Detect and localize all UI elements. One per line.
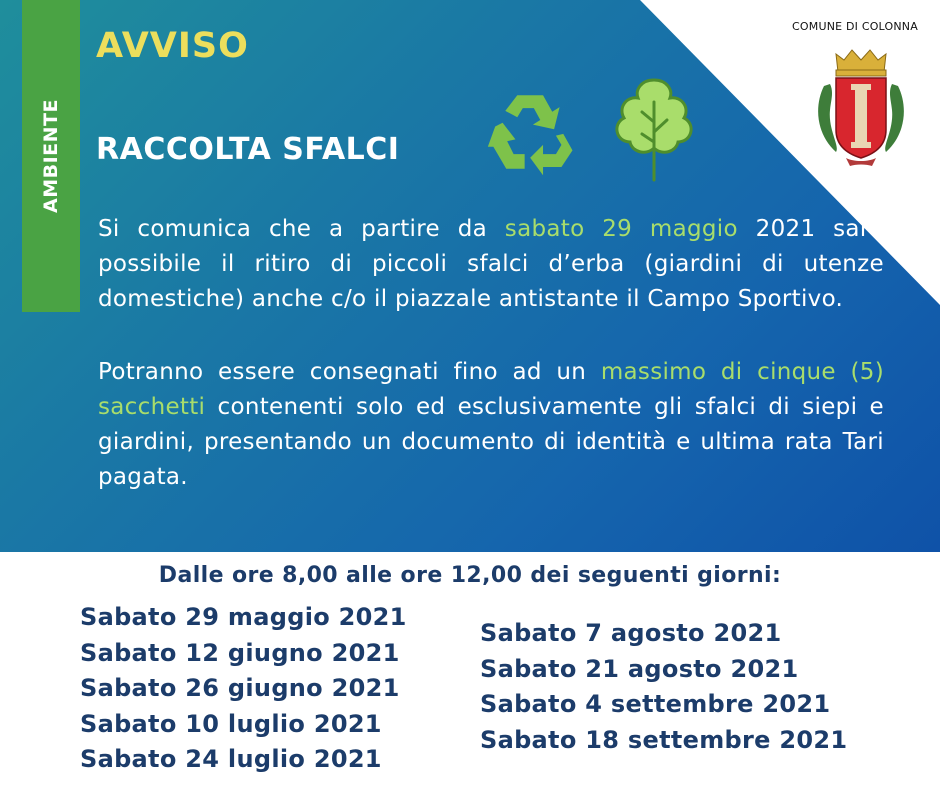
notice-title: RACCOLTA SFALCI <box>96 132 400 167</box>
dates-list-left <box>80 600 407 778</box>
municipality-name: COMUNE DI COLONNA <box>792 20 918 33</box>
date-item: Sabato 18 settembre 2021 <box>480 725 848 754</box>
date-item: Sabato 7 agosto 2021 <box>480 619 782 647</box>
date-item: Sabato 21 agosto 2021 <box>480 654 799 683</box>
highlight-start-date: sabato 29 maggio <box>504 216 738 242</box>
coat-of-arms-icon <box>810 46 912 174</box>
highlight-bag-limit: massimo di cinque (5) sacchetti <box>98 359 884 420</box>
date-item: Sabato 24 luglio 2021 <box>80 745 382 773</box>
paragraph-start-date <box>98 212 884 317</box>
date-item: Sabato 12 giugno 2021 <box>80 638 400 667</box>
p2-text-end: contenenti solo ed esclusivamente gli sfalci di siepi e giardini, presentando un documento di identità e ultima rata Tari pagata. <box>98 394 884 490</box>
tree-icon <box>612 78 696 182</box>
p2-text-start: Potranno essere consegnati fino ad un <box>98 359 601 385</box>
dates-list-right <box>480 616 847 758</box>
date-item: Sabato 26 giugno 2021 <box>80 674 400 702</box>
date-item: Sabato 29 maggio 2021 <box>80 603 407 631</box>
p1-text-end: 2021 sarà possibile il ritiro di piccoli sfalci d’erba (giardini di utenze domestiche) anche c/o il piazzale antistante il Campo Sportivo. <box>98 216 884 312</box>
collection-hours: Dalle ore 8,00 alle ore 12,00 dei seguenti giorni: <box>158 563 782 588</box>
category-label: AMBIENTE <box>40 99 62 213</box>
date-item: Sabato 4 settembre 2021 <box>480 690 831 718</box>
category-tab <box>22 0 80 312</box>
notice-heading: AVVISO <box>96 26 249 66</box>
p1-text-start: Si comunica che a partire da <box>98 216 505 242</box>
recycle-icon <box>486 86 578 178</box>
paragraph-conditions <box>98 355 884 495</box>
date-item: Sabato 10 luglio 2021 <box>80 709 382 738</box>
